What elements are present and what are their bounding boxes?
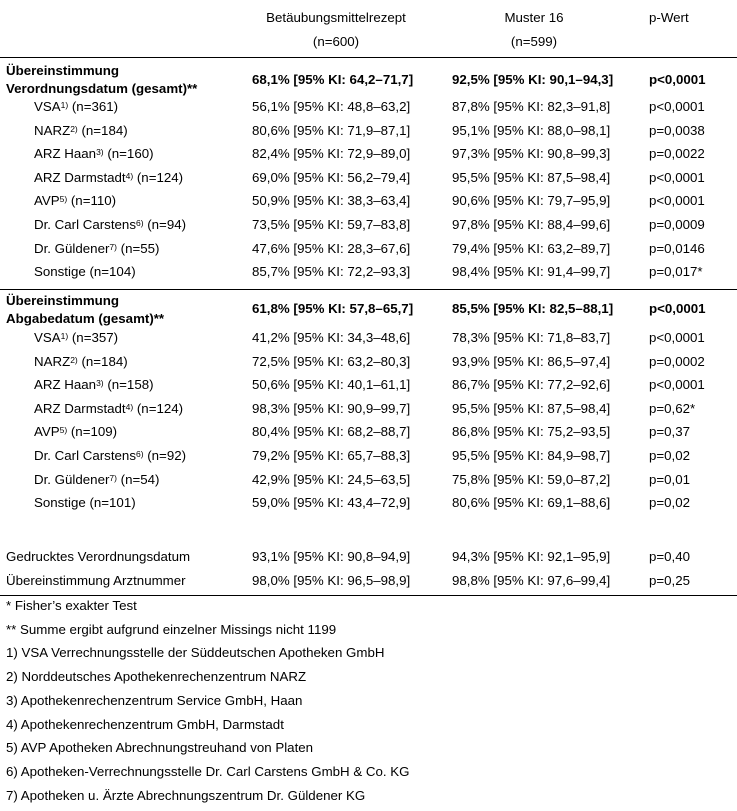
table-row [0,260,737,284]
row-m16: 94,3% [95% KI: 92,1–95,9] [452,549,611,564]
row-label [34,350,128,374]
section-verordnung-title-line1: Übereinstimmung [6,63,120,78]
row-label [34,326,118,350]
row-m16: 75,8% [95% KI: 59,0–87,2] [452,471,611,487]
row-btm: 82,4% [95% KI: 72,9–89,0] [252,146,411,162]
row-n: (n=92) [143,448,187,463]
footnote-ref: 4) [125,401,134,412]
footnote-ref: 1) [60,331,69,341]
header-btm-n: (n=600) [312,34,360,49]
header-m16-n: (n=599) [510,34,558,49]
row-m16: 95,1% [95% KI: 88,0–98,1] [452,122,611,138]
row-m16: 98,4% [95% KI: 91,4–99,7] [452,264,611,280]
table-row [0,166,737,190]
row-btm: 72,5% [95% KI: 63,2–80,3] [252,353,411,369]
table-row [0,373,737,397]
row-p: p=0,0146 [649,240,705,256]
row-label [34,373,154,397]
footnote: 5) AVP Apotheken Abrechnungstreuhand von Platen [6,740,314,756]
row-btm: 73,5% [95% KI: 59,7–83,8] [252,217,411,232]
row-name: Dr. Carl Carstens [34,448,136,463]
row-label [34,213,186,237]
row-name: Sonstige [34,495,86,511]
row-p: p=0,0002 [649,353,705,369]
section-verordnung-summary [0,60,737,100]
row-p: p=0,62* [649,400,696,416]
row-btm: 80,6% [95% KI: 71,9–87,1] [252,122,411,138]
footnote: ** Summe ergibt aufgrund einzelner Missings nicht 1199 [6,621,337,637]
header-rule [0,57,737,58]
footnote-ref: 1) [60,100,69,110]
section-abgabe-m16: 85,5% [95% KI: 82,5–88,1] [452,301,614,316]
section-verordnung-title-line2: Verordnungsdatum (gesamt)** [6,81,198,96]
footnote-ref: 6) [135,218,144,228]
table-row [0,444,737,468]
header-p-value: p-Wert [649,10,689,25]
row-btm: 98,3% [95% KI: 90,9–99,7] [252,400,411,416]
footnote: * Fisher’s exakter Test [6,598,137,613]
row-label [34,420,117,444]
footnote-ref: 2) [70,354,78,365]
row-m16: 93,9% [95% KI: 86,5–97,4] [452,353,611,369]
row-n: (n=184) [77,353,128,369]
row-n: (n=54) [116,471,160,487]
row-p: p=0,40 [649,549,691,564]
section-abgabe-btm: 61,8% [95% KI: 57,8–65,7] [252,301,414,316]
table-row [0,420,737,444]
table-row [0,213,737,237]
row-name: NARZ [34,122,71,138]
row-p: p<0,0001 [649,193,705,209]
section-abgabe-title-line1: Übereinstimmung [6,293,120,308]
section-abgabe-summary [0,290,737,330]
row-btm: 79,2% [95% KI: 65,7–88,3] [252,448,411,463]
row-n: (n=104) [85,264,136,280]
row-p: p<0,0001 [649,377,705,393]
row-m16: 95,5% [95% KI: 87,5–98,4] [452,400,611,416]
row-btm: 85,7% [95% KI: 72,2–93,3] [252,264,411,280]
row-m16: 97,8% [95% KI: 88,4–99,6] [452,217,611,232]
section-verordnung-btm: 68,1% [95% KI: 64,2–71,7] [252,72,414,87]
table-row [0,569,737,593]
section-verordnung-p: p<0,0001 [649,72,706,87]
table-row [0,119,737,143]
row-m16: 97,3% [95% KI: 90,8–99,3] [452,146,611,162]
row-btm: 50,6% [95% KI: 40,1–61,1] [252,377,411,393]
row-m16: 78,3% [95% KI: 71,8–83,7] [452,330,611,345]
footnote: 7) Apotheken u. Ärzte Abrechnungszentrum Dr. Güldener KG [6,787,366,803]
row-btm: 93,1% [95% KI: 90,8–94,9] [252,549,411,564]
row-btm: 41,2% [95% KI: 34,3–48,6] [252,330,411,345]
footnote-ref: 5) [59,425,68,436]
row-name: Dr. Carl Carstens [34,217,136,232]
table-row [0,189,737,213]
row-name: Übereinstimmung Arztnummer [6,573,186,588]
table-row [0,350,737,374]
row-name: Dr. Güldener [34,240,110,256]
header-btm: Betäubungsmittelrezept [266,10,406,25]
row-m16: 98,8% [95% KI: 97,6–99,4] [452,573,611,588]
row-p: p=0,0022 [649,146,705,162]
row-p: p=0,02 [649,448,691,463]
row-n: (n=160) [103,146,154,162]
row-name: ARZ Haan [34,377,97,393]
section-abgabe-title-line2: Abgabedatum (gesamt)** [6,311,165,326]
section-verordnung-m16: 92,5% [95% KI: 90,1–94,3] [452,72,614,87]
row-n: (n=357) [68,330,119,345]
row-name: AVP [34,193,60,209]
row-name: Gedrucktes Verordnungsdatum [6,549,191,564]
row-p: p=0,01 [649,471,691,487]
row-p: p<0,0001 [649,169,705,185]
header-m16: Muster 16 [504,10,564,25]
table-row [0,326,737,350]
row-btm: 80,4% [95% KI: 68,2–88,7] [252,424,411,440]
row-p: p=0,0038 [649,122,705,138]
row-p: p<0,0001 [649,330,705,345]
section-verordnung-title [6,62,197,98]
footnote-ref: 3) [96,378,104,389]
footnote-ref: 5) [59,194,68,205]
section-abgabe-title [6,292,164,328]
row-name: AVP [34,424,60,440]
row-m16: 80,6% [95% KI: 69,1–88,6] [452,495,611,511]
footnote-ref: 4) [125,170,134,181]
row-m16: 95,5% [95% KI: 87,5–98,4] [452,169,611,185]
row-p: p<0,0001 [649,99,705,114]
row-name: ARZ Darmstadt [34,400,126,416]
row-name: VSA [34,330,61,345]
table-row [0,142,737,166]
row-btm: 98,0% [95% KI: 96,5–98,9] [252,573,411,588]
footnote: 2) Norddeutsches Apothekenrechenzentrum NARZ [6,669,307,685]
table-row [0,95,737,119]
footnote-ref: 2) [70,123,78,134]
row-n: (n=124) [133,400,184,416]
row-m16: 87,8% [95% KI: 82,3–91,8] [452,99,611,114]
row-n: (n=101) [85,495,136,511]
row-label [34,95,118,119]
row-label [34,444,186,468]
section-abgabe-p: p<0,0001 [649,301,706,316]
footnote: 6) Apotheken-Verrechnungsstelle Dr. Carl Carstens GmbH & Co. KG [6,763,410,779]
row-btm: 50,9% [95% KI: 38,3–63,4] [252,193,411,209]
row-label [34,260,136,284]
row-btm: 69,0% [95% KI: 56,2–79,4] [252,169,411,185]
footnote-ref: 7) [109,472,117,483]
row-name: ARZ Darmstadt [34,169,126,185]
footnote-ref: 6) [135,449,144,459]
row-m16: 95,5% [95% KI: 84,9–98,7] [452,448,611,463]
footnote: 4) Apothekenrechenzentrum GmbH, Darmstadt [6,716,284,732]
row-n: (n=94) [143,217,187,232]
table-row [0,397,737,421]
row-name: Dr. Güldener [34,471,110,487]
row-m16: 86,8% [95% KI: 75,2–93,5] [452,424,611,440]
row-n: (n=184) [77,122,128,138]
row-p: p=0,02 [649,495,691,511]
row-label [34,142,154,166]
row-btm: 59,0% [95% KI: 43,4–72,9] [252,495,411,511]
row-m16: 86,7% [95% KI: 77,2–92,6] [452,377,611,393]
row-n: (n=110) [67,193,117,209]
row-label [34,468,159,492]
row-name: VSA [34,99,61,114]
row-name: Sonstige [34,264,86,280]
row-btm: 47,6% [95% KI: 28,3–67,6] [252,240,411,256]
row-btm: 56,1% [95% KI: 48,8–63,2] [252,99,411,114]
row-label [34,189,116,213]
row-n: (n=158) [103,377,154,393]
footnote-ref: 7) [109,241,117,252]
row-n: (n=109) [67,424,118,440]
footnote: 1) VSA Verrechnungsstelle der Süddeutschen Apotheken GmbH [6,645,385,661]
row-name: NARZ [34,353,71,369]
row-label [34,397,183,421]
row-p: p=0,25 [649,573,691,588]
footnote-ref: 3) [96,147,104,158]
row-btm: 42,9% [95% KI: 24,5–63,5] [252,471,411,487]
table-row [0,545,737,569]
row-p: p=0,017* [649,264,703,280]
row-label [34,491,136,515]
table-row [0,491,737,515]
table-row [0,468,737,492]
row-m16: 79,4% [95% KI: 63,2–89,7] [452,240,611,256]
row-label [34,166,183,190]
row-label [34,237,159,261]
table-row [0,237,737,261]
row-n: (n=55) [116,240,160,256]
row-name: ARZ Haan [34,146,97,162]
row-p: p=0,0009 [649,217,705,232]
row-n: (n=124) [133,169,184,185]
footnote: 3) Apothekenrechenzentrum Service GmbH, Haan [6,692,303,708]
row-n: (n=361) [68,99,119,114]
row-label [34,119,128,143]
row-m16: 90,6% [95% KI: 79,7–95,9] [452,193,611,209]
row-p: p=0,37 [649,424,691,440]
